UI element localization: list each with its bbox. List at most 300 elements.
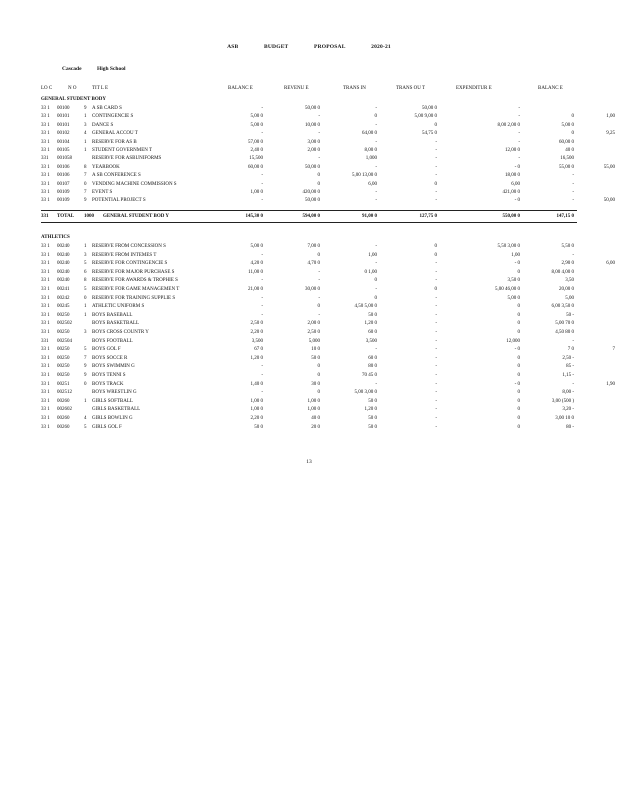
cell-balance: - [261, 278, 263, 284]
cell-no: 002512 [57, 390, 72, 396]
cell-title: GIRLS GOL F [92, 424, 122, 430]
cell-title: GIRLS BOWLIN G [92, 416, 133, 421]
cell-no: 00104 [57, 139, 70, 145]
cell-trans-in: 50 0 [368, 416, 377, 421]
cell-revenue: 0 [317, 252, 320, 258]
cell-expenditure: 0 [517, 416, 520, 421]
cell-expenditure: 0 [517, 373, 520, 378]
cell-expenditure: - 0 [514, 164, 520, 170]
cell-revenue: 50,00 0 [305, 106, 320, 111]
cell-loc: 33 1 [41, 114, 50, 120]
cell-balance-end: 7 0 [567, 347, 574, 353]
cell-revenue: - [318, 114, 320, 120]
cell-no: 00260 [57, 416, 70, 421]
header-trans-out: TRANS OU T [396, 86, 426, 91]
cell-code: 4 [84, 131, 87, 137]
cell-no: 00260 [57, 398, 70, 404]
cell-loc: 33 1 [41, 131, 50, 137]
cell-trans-out: 0 [434, 181, 437, 187]
table-row [0, 415, 618, 423]
cell-overflow: 1,90 [606, 381, 615, 387]
cell-balance: - [261, 312, 263, 318]
cell-no: 00101 [57, 114, 70, 120]
cell-no: 00250 [57, 373, 70, 378]
cell-revenue: 0 [317, 364, 320, 370]
cell-balance-end: 3,00 (500 ) [551, 398, 574, 404]
cell-balance: 2,40 0 [250, 148, 263, 153]
cell-overflow: 9,25 [606, 131, 615, 137]
cell-trans-in: - [375, 190, 377, 195]
cell-balance-end: 6,00 3,50 0 [551, 304, 574, 310]
cell-no: 00240 [57, 252, 70, 258]
cell-loc: 33 1 [41, 190, 50, 195]
cell-balance-end: - [572, 190, 574, 195]
cell-trans-in: - [375, 122, 377, 128]
cell-balance-end: 2,90 0 [561, 261, 574, 267]
cell-no: 00250 [57, 347, 70, 353]
cell-no: 00251 [57, 381, 70, 387]
cell-trans-out: - [435, 407, 437, 413]
cell-title: BOYS BASKETBALL [92, 321, 140, 327]
cell-no: 00250 [57, 364, 70, 370]
table-row [0, 252, 618, 260]
cell-balance: 11,00 0 [248, 269, 263, 275]
cell-expenditure: 0 [517, 355, 520, 361]
cell-trans-out: 50,00 0 [422, 106, 437, 111]
cell-revenue: 40 0 [311, 416, 320, 421]
cell-balance: - [261, 181, 263, 187]
cell-code: 5 [84, 424, 87, 430]
cell-code: 5 [84, 287, 87, 292]
table-row [0, 147, 618, 155]
table-row [0, 130, 618, 138]
cell-title: BOYS WRESTLIN G [92, 390, 137, 396]
table-row [0, 122, 618, 130]
cell-code: 9 [84, 198, 87, 204]
cell-balance: - [261, 198, 263, 204]
cell-code: 5 [84, 347, 87, 353]
cell-expenditure: 8,00 2,00 0 [497, 122, 520, 128]
cell-trans-out: 5,00 9,00 0 [414, 114, 437, 120]
cell-no: 00245 [57, 304, 70, 310]
cell-balance: 1,00 0 [250, 190, 263, 195]
cell-revenue: 10,00 0 [305, 122, 320, 128]
table-row [0, 139, 618, 147]
cell-balance-end: - [572, 381, 574, 387]
cell-balance-end: 85 - [566, 364, 574, 370]
cell-expenditure: 0 [517, 304, 520, 310]
cell-revenue: 2,50 0 [307, 330, 320, 335]
cell-revenue: - [318, 312, 320, 318]
cell-balance: 57,00 0 [248, 139, 263, 145]
cell-expenditure: 1,00 [511, 252, 520, 258]
cell-balance-end: 3,50 [565, 278, 574, 284]
table-row [0, 164, 618, 172]
table-row [0, 295, 618, 303]
table-row [0, 260, 618, 268]
cell-no: TOTAL [57, 214, 75, 219]
cell-title: ATHLETIC UNIFORM S [92, 304, 145, 310]
cell-expenditure: 6,00 [511, 181, 520, 187]
cell-title: BOYS BASEBALL [92, 312, 133, 318]
cell-expenditure: 5,00 0 [507, 295, 520, 301]
cell-code: 0 [84, 381, 87, 387]
table-row [0, 181, 618, 189]
cell-loc: 33 1 [41, 261, 50, 267]
cell-no: 00250 [57, 312, 70, 318]
cell-loc: 331 [41, 338, 49, 344]
cell-loc: 33 1 [41, 252, 50, 258]
cell-trans-in: 1,000 [365, 156, 377, 162]
cell-no: 001058 [57, 156, 72, 162]
header-revenue: REVENU E [284, 86, 309, 91]
cell-loc: 33 1 [41, 355, 50, 361]
cell-loc: 33 1 [41, 321, 50, 327]
header-balance-end: BALANC E [538, 86, 563, 91]
cell-title: POTENTIAL PROJECT S [92, 198, 146, 204]
cell-loc: 33 1 [41, 278, 50, 284]
cell-trans-out: - [435, 347, 437, 353]
title-part: PROPOSAL [314, 44, 346, 50]
cell-title: RESERVE FOR MAJOR PURCHASE S [92, 269, 175, 275]
section-title-athletics: ATHLETICS [41, 235, 70, 240]
cell-revenue: 2,00 0 [307, 148, 320, 153]
cell-balance-end: 5,50 0 [561, 244, 574, 249]
cell-loc: 33 1 [41, 287, 50, 292]
cell-trans-in: 0 [374, 114, 377, 120]
cell-trans-in: 6,00 [368, 181, 377, 187]
cell-revenue: 20 0 [311, 424, 320, 430]
cell-expenditure: - [518, 106, 520, 111]
cell-balance: 15,500 [249, 156, 263, 162]
cell-trans-out: - [435, 261, 437, 267]
cell-balance: - [261, 295, 263, 301]
cell-loc: 33 1 [41, 330, 50, 335]
table-row [0, 424, 618, 432]
cell-trans-out: - [435, 278, 437, 284]
cell-code: 3 [84, 122, 87, 128]
cell-trans-in: - [375, 198, 377, 204]
cell-revenue: 50 0 [311, 355, 320, 361]
cell-loc: 331 [41, 156, 49, 162]
cell-trans-out: - [435, 364, 437, 370]
cell-overflow: 7 [612, 347, 615, 353]
cell-trans-in: - [375, 244, 377, 249]
cell-balance-end: 0 [571, 131, 574, 137]
cell-balance-end: 5,00 70 0 [555, 321, 574, 327]
table-row [0, 197, 618, 205]
cell-loc: 33 1 [41, 416, 50, 421]
table-row [0, 189, 618, 197]
cell-expenditure: 5,00 46,00 0 [495, 287, 520, 292]
cell-balance: 1,40 0 [250, 381, 263, 387]
cell-title: GIRLS SOFTBALL [92, 398, 133, 404]
cell-balance: - [261, 252, 263, 258]
cell-expenditure: 421,00 0 [502, 190, 520, 195]
cell-no: 00109 [57, 198, 70, 204]
cell-balance: 21,00 0 [248, 287, 263, 292]
cell-trans-out: - [435, 416, 437, 421]
cell-no: 00250 [57, 330, 70, 335]
cell-balance-end: 20,00 0 [559, 287, 574, 292]
cell-title: RESERVE FOR CONTINGENCIE S [92, 261, 168, 267]
cell-trans-in: 5,00 13,00 0 [352, 173, 377, 179]
cell-trans-in: 60 0 [368, 355, 377, 361]
cell-loc: 33 1 [41, 381, 50, 387]
cell-loc: 33 1 [41, 390, 50, 396]
cell-title: CONTINGENCIE S [92, 114, 134, 120]
table-row [0, 243, 618, 251]
cell-no: 00102 [57, 131, 70, 137]
cell-expenditure: - [518, 156, 520, 162]
cell-trans-out: - [435, 198, 437, 204]
cell-trans-in: 50 0 [368, 398, 377, 404]
cell-expenditure: - 0 [514, 347, 520, 353]
cell-balance-end: 55,00 0 [559, 164, 574, 170]
cell-balance: 2,20 0 [250, 416, 263, 421]
cell-balance: - [261, 390, 263, 396]
cell-code: 7 [84, 173, 87, 179]
cell-balance-end: - [572, 198, 574, 204]
table-row [0, 398, 618, 406]
cell-code: 8 [84, 164, 87, 170]
cell-code: 1 [84, 304, 87, 310]
cell-code: 1 [84, 114, 87, 120]
cell-revenue: 3,00 0 [307, 139, 320, 145]
cell-revenue: 0 [317, 181, 320, 187]
cell-expenditure: 0 [517, 321, 520, 327]
cell-title: GENERAL STUDENT BOD Y [103, 214, 169, 219]
cell-balance-end: 16,500 [560, 156, 574, 162]
title-part: 2020-21 [371, 44, 391, 50]
cell-no: 00240 [57, 278, 70, 284]
cell-expenditure: - 0 [514, 381, 520, 387]
cell-title: A SB CARD S [92, 106, 122, 111]
cell-no: 00240 [57, 261, 70, 267]
cell-loc: 33 1 [41, 312, 50, 318]
cell-trans-out: 0 [434, 287, 437, 292]
cell-balance-end: 147,15 0 [556, 214, 574, 219]
cell-no: 002504 [57, 338, 72, 344]
cell-code: 9 [84, 364, 87, 370]
table-row [0, 329, 618, 337]
cell-title: RESERVE FROM INTEMES T [92, 252, 157, 258]
cell-overflow: 1,00 [606, 114, 615, 120]
table-row [0, 355, 618, 363]
cell-loc: 33 1 [41, 148, 50, 153]
cell-trans-out: - [435, 164, 437, 170]
cell-trans-in: - [375, 139, 377, 145]
cell-balance-end: 2,50 - [562, 355, 574, 361]
cell-revenue: - [318, 156, 320, 162]
cell-loc: 33 1 [41, 181, 50, 187]
cell-loc: 33 1 [41, 164, 50, 170]
cell-trans-in: 60 0 [368, 330, 377, 335]
cell-revenue: - [318, 269, 320, 275]
cell-revenue: 7,00 0 [307, 244, 320, 249]
cell-trans-out: - [435, 139, 437, 145]
cell-trans-in: 0 [374, 278, 377, 284]
cell-loc: 33 1 [41, 198, 50, 204]
table-row [0, 320, 618, 328]
cell-trans-in: 0 [374, 295, 377, 301]
cell-loc: 33 1 [41, 347, 50, 353]
cell-revenue: 0 [317, 373, 320, 378]
page-number: 13 [306, 459, 312, 465]
cell-trans-in: 64,00 0 [362, 131, 377, 137]
cell-revenue: 50,00 0 [305, 198, 320, 204]
cell-loc: 33 1 [41, 398, 50, 404]
cell-trans-in: - [375, 106, 377, 111]
cell-balance-end: - [572, 338, 574, 344]
table-row [0, 303, 618, 311]
cell-revenue: 0 [317, 390, 320, 396]
cell-overflow: 50,00 [603, 198, 615, 204]
cell-expenditure: 0 [517, 390, 520, 396]
cell-code: 3 [84, 330, 87, 335]
cell-code: 1 [84, 244, 87, 249]
cell-expenditure: 0 [517, 312, 520, 318]
cell-balance: 4,20 0 [250, 261, 263, 267]
cell-balance-end: 5,00 [565, 295, 574, 301]
cell-loc: 33 1 [41, 173, 50, 179]
cell-loc: 331 [41, 214, 49, 219]
cell-balance: - [261, 304, 263, 310]
cell-expenditure: 0 [517, 364, 520, 370]
cell-trans-in: 1,00 [368, 252, 377, 258]
cell-balance: - [261, 131, 263, 137]
cell-code: 6 [84, 269, 87, 275]
cell-trans-out: - [435, 295, 437, 301]
cell-expenditure: 0 [517, 398, 520, 404]
table-row [0, 105, 618, 113]
cell-balance-end: 8,00 4,00 0 [551, 269, 574, 275]
cell-expenditure: 0 [517, 424, 520, 430]
header-trans-in: TRANS IN [343, 86, 366, 91]
cell-trans-in: - [375, 261, 377, 267]
cell-trans-out: - [435, 381, 437, 387]
cell-trans-in: - [375, 164, 377, 170]
cell-no: 00240 [57, 269, 70, 275]
cell-trans-out: - [435, 173, 437, 179]
cell-trans-in: 80 0 [368, 364, 377, 370]
cell-code: 3 [84, 252, 87, 258]
cell-balance-end: - [572, 181, 574, 187]
cell-expenditure: 3,50 0 [507, 278, 520, 284]
cell-loc: 33 1 [41, 373, 50, 378]
cell-trans-in: 91,00 0 [362, 214, 377, 219]
table-row [0, 381, 618, 389]
cell-loc: 33 1 [41, 106, 50, 111]
cell-no: 002602 [57, 407, 72, 413]
cell-balance: 1,00 0 [250, 407, 263, 413]
header-no: N O [68, 86, 77, 91]
cell-balance-end: 50 - [566, 312, 574, 318]
table-row [0, 155, 618, 163]
budget-title [0, 44, 618, 50]
section-title-general: GENERAL STUDENT BODY [41, 97, 106, 102]
cell-title: GENERAL ACCOU T [92, 131, 138, 137]
cell-expenditure: 0 [517, 407, 520, 413]
cell-expenditure: 5,50 3,00 0 [497, 244, 520, 249]
cell-code: 1 [84, 312, 87, 318]
cell-title: DANCE S [92, 122, 114, 128]
cell-title: EVENT S [92, 190, 113, 195]
cell-balance: - [261, 173, 263, 179]
cell-no: 00109 [57, 190, 70, 195]
cell-overflow: 55,00 [603, 164, 615, 170]
total-rule-bottom [41, 222, 577, 223]
cell-balance: 5,00 0 [250, 244, 263, 249]
cell-revenue: 2,00 0 [307, 321, 320, 327]
column-headers [0, 85, 618, 93]
cell-expenditure: 12,00 0 [505, 148, 520, 153]
cell-trans-out: - [435, 156, 437, 162]
cell-loc: 33 1 [41, 407, 50, 413]
cell-title: RESERVE FOR TRAINING SUPPLIE S [92, 295, 176, 301]
cell-expenditure: - [518, 131, 520, 137]
cell-title: BOYS CROSS COUNTR Y [92, 330, 149, 335]
cell-trans-in: 3,500 [365, 338, 377, 344]
cell-overflow: 6,00 [606, 261, 615, 267]
cell-title: RESERVE FOR ASBUNIFORMS [92, 156, 162, 162]
table-row [0, 346, 618, 354]
header-title: TIT L E [92, 86, 109, 91]
cell-trans-out: - [435, 330, 437, 335]
cell-trans-in: 50 0 [368, 312, 377, 318]
cell-trans-out: - [435, 373, 437, 378]
cell-code: 0 [84, 295, 87, 301]
cell-balance: 67 0 [254, 347, 263, 353]
cell-revenue: 0 [317, 173, 320, 179]
cell-trans-out: 0 [434, 122, 437, 128]
cell-revenue: 1,00 0 [307, 407, 320, 413]
cell-balance: 5,00 0 [250, 122, 263, 128]
cell-revenue: 420,00 0 [302, 190, 320, 195]
cell-trans-in: 0 1,00 [364, 269, 377, 275]
cell-balance-end: 1,15 - [562, 373, 574, 378]
cell-revenue: 30 0 [311, 381, 320, 387]
cell-code: 1 [84, 398, 87, 404]
cell-trans-in: - [375, 347, 377, 353]
cell-balance: 2,20 0 [250, 330, 263, 335]
cell-expenditure: 550,00 0 [502, 214, 520, 219]
cell-balance-end: 4,50 80 0 [555, 330, 574, 335]
cell-code: 1 [84, 139, 87, 145]
cell-code: 8 [84, 278, 87, 284]
cell-expenditure: 18,00 0 [505, 173, 520, 179]
table-row [0, 389, 618, 397]
cell-balance-end: 3,00 10 0 [555, 416, 574, 421]
cell-balance: - [261, 373, 263, 378]
cell-loc: 33 1 [41, 122, 50, 128]
cell-trans-in: 1,20 0 [364, 407, 377, 413]
title-part: ASB [227, 44, 239, 50]
cell-balance: 5,00 0 [250, 114, 263, 120]
header-loc: LO C [41, 86, 53, 91]
cell-code: 0 [84, 181, 87, 187]
school-name [62, 66, 140, 72]
cell-no: 00240 [57, 244, 70, 249]
cell-revenue: - [318, 295, 320, 301]
cell-code: 7 [84, 190, 87, 195]
cell-no: 00101 [57, 122, 70, 128]
cell-no: 00107 [57, 181, 70, 187]
cell-trans-in: - [375, 381, 377, 387]
cell-loc: 33 1 [41, 364, 50, 370]
total-row [0, 213, 618, 221]
cell-balance-end: 40 0 [565, 148, 574, 153]
